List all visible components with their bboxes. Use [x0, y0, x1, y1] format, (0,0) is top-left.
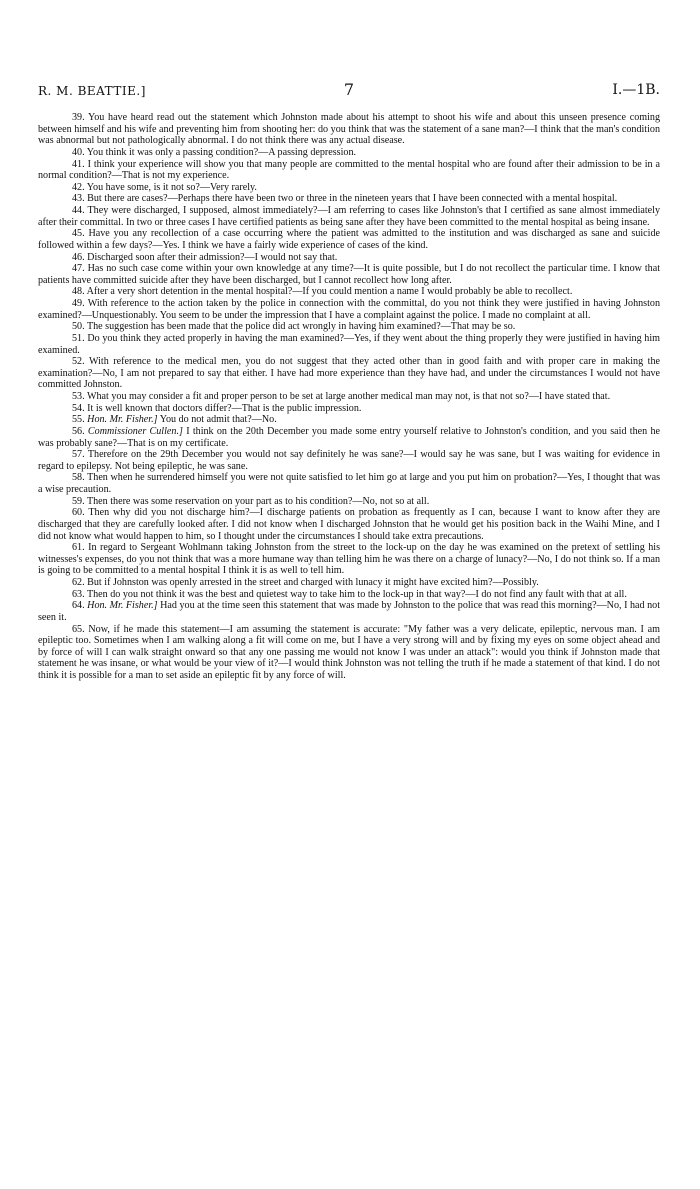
paragraph-text: What you may consider a fit and proper person to be set at large another medical man may not, is that not so?—I have stated that. [86, 391, 611, 402]
testimony-paragraph [38, 414, 660, 426]
paragraph-text: After a very short detention in the mental hospital?—If you could mention a name I would probably be able to recollect. [86, 286, 573, 298]
testimony-paragraph [38, 589, 660, 601]
paragraph-text: Has no such case come within your own knowledge at any time?—It is quite possible, but I do not recollect the particular time. I know that patients have committed suicide after they have been discharged, but I cannot recollect how long after. [38, 263, 660, 286]
testimony-paragraph [38, 333, 660, 356]
question-number: 44. [72, 205, 85, 216]
question-number: 63. [72, 588, 85, 600]
testimony-paragraph [38, 507, 660, 542]
paragraph-text: Then do you not think it was the best and quietest way to take him to the lock-up in that way?—I do not find any fault with that at all. [86, 588, 627, 600]
testimony-paragraph [38, 391, 660, 403]
paragraph-text: Therefore on the 29th December you would not say definitely he was sane?—I would say he was sane, but I was waiting for evidence in regard to epilepsy. Not being epileptic, he was sane. [38, 449, 660, 472]
question-number: 61. [72, 542, 85, 554]
paragraph-text: With reference to the action taken by the police in connection with the committal, do you not think they were justified in having Johnston examined?—Unquestionably. You seem to be under the impression that I have a complaint against the police. I made no complaint at all. [38, 298, 661, 321]
paragraph-text: Then there was some reservation on your part as to his condition?—No, not so at all. [86, 495, 430, 507]
page-number: 7 [343, 80, 355, 99]
paragraph-text: The suggestion has been made that the police did act wrongly in having him examined?—That may be so. [86, 321, 516, 333]
testimony-paragraph [38, 228, 660, 251]
paragraph-text: You do not admit that?—No. [159, 414, 277, 426]
testimony-paragraph [38, 298, 660, 321]
question-number: 51. [72, 332, 85, 344]
paragraph-text: With reference to the medical men, you do not suggest that they acted other than in good faith and with proper care in making the examination?—No, I am not prepared to say that either. I have had more experience than they have had, and under the circumstances I would not have committed Johnston. [38, 356, 661, 391]
question-number: 62. [72, 577, 85, 588]
testimony-paragraph [38, 600, 660, 623]
paragraph-text: Then why did you not discharge him?—I discharge patients on probation as frequently as I can, because I want to know after they are discharged that they are carefully looked after. I did not know when I discharged Johnston that he would get his position back in the Waihi Mine, and I did not know what would happen to him, so I thought under the circumstances I should take extra precautions. [38, 507, 660, 542]
testimony-paragraph [38, 496, 660, 508]
question-number: 39. [72, 112, 85, 123]
question-number: 55. [72, 414, 85, 426]
testimony-paragraph [38, 403, 660, 415]
testimony-paragraph [38, 472, 660, 495]
question-number: 49. [72, 298, 85, 309]
paragraph-text: I think on the 20th December you made some entry yourself relative to Johnston's condition, and you said then he was probably sane?—That is on my certificate. [38, 425, 660, 449]
paragraph-text: Had you at the time seen this statement that was made by Johnston to the police that was read this morning?—No, I had not seen it. [38, 600, 660, 623]
question-number: 45. [72, 228, 85, 240]
testimony-paragraph [38, 321, 660, 333]
question-number: 40. [72, 146, 85, 158]
paragraph-text: Do you think they acted properly in having the man examined?—Yes, if they went about the thing properly they were justified in having him examined. [38, 332, 660, 356]
header-witness-name: R. M. BEATTIE.] [38, 84, 146, 98]
testimony-paragraph [38, 356, 660, 391]
speaker-label: Hon. Mr. Fisher.] [87, 414, 158, 426]
paragraph-text: Have you any recollection of a case occurring where the patient was admitted to the institution and was discharged as sane and suicide followed within a few days?—Yes. I think we have a fairly wide experience of cases of the kind. [38, 228, 660, 251]
paragraph-text: You have some, is it not so?—Very rarely. [86, 181, 257, 193]
question-number: 50. [72, 321, 85, 333]
paragraph-text: Then when he surrendered himself you were not quite satisfied to let him go at large and you put him on probation?—Yes, I thought that was a wise precaution. [38, 472, 661, 495]
paragraph-text: In regard to Sergeant Wohlmann taking Johnston from the street to the lock-up on the day he was examined on the pretext of settling his witnesses's expenses, do you not think that was a more humane way than telling him he was there on a charge of lunacy?—No, I do not think so. If a man is going to be committed to a mental hospital I think it is as well to tell him. [38, 542, 660, 577]
question-number: 56. [72, 425, 85, 437]
paragraph-text: It is well known that doctors differ?—That is the public impression. [87, 402, 362, 414]
speaker-label: Commissioner Cullen.] [87, 425, 183, 437]
page-header [38, 80, 660, 102]
testimony-paragraph [38, 112, 660, 147]
testimony-paragraph [38, 159, 660, 182]
question-number: 46. [72, 251, 85, 263]
paragraph-text: You have heard read out the statement which Johnston made about his attempt to shoot his wife and about this unseen presence coming between himself and his wife and preventing him from shooting her: do you think that was the statement of a sane man?—I think that the man's condition was abnormal but not pathologically abnormal. I do not think there was any actual disease. [38, 112, 660, 147]
testimony-paragraph [38, 426, 660, 449]
question-number: 58. [72, 472, 85, 484]
testimony-paragraph [38, 286, 660, 298]
paragraph-text: You think it was only a passing condition?—A passing depression. [86, 146, 357, 158]
question-number: 53. [72, 391, 85, 402]
question-number: 54. [72, 402, 85, 414]
question-number: 60. [72, 507, 85, 519]
testimony-paragraph [38, 624, 660, 682]
testimony-paragraph [38, 542, 660, 577]
testimony-paragraph [38, 205, 660, 228]
testimony-paragraph [38, 147, 660, 159]
paragraph-text: Now, if he made this statement—I am assuming the statement is accurate: "My father was a very delicate, epileptic, nervous man. I am epileptic too. Sometimes when I am walking along a fit will come on me, but I have a very strong will and by fixing my eyes on some object ahead and by force of will I can walk straight onward so that any one passing me would not know I was under an attack": would you think if Johnston made that statement he was insane, or what would be your view of it?—I would think Johnston was not telling the truth if he made a statement of that kind. I do not think it is possible for a man to set aside an epileptic fit by any force of will. [38, 623, 660, 681]
testimony-paragraph [38, 252, 660, 264]
testimony-paragraph [38, 193, 660, 205]
question-number: 42. [72, 181, 85, 193]
paragraph-text: I think your experience will show you that many people are committed to the mental hospital who are found after their admission to be in a normal condition?—That is not my experience. [38, 158, 661, 182]
question-number: 47. [72, 263, 85, 275]
paragraph-text: They were discharged, I supposed, almost immediately?—I am referring to cases like Johnston's that I certified as sane almost immediately after their committal. In two or three cases I have certified patients as being sane after they have been committed to the mental hospital as being insane. [38, 205, 660, 228]
testimony-paragraph [38, 182, 660, 194]
testimony-paragraph [38, 577, 660, 589]
speaker-label: Hon. Mr. Fisher.] [87, 600, 158, 612]
question-number: 48. [72, 286, 85, 298]
question-number: 52. [72, 356, 85, 368]
question-number: 43. [72, 193, 85, 205]
testimony-paragraph [38, 263, 660, 286]
question-number: 59. [72, 495, 85, 507]
question-number: 41. [72, 158, 85, 170]
question-number: 65. [72, 623, 85, 635]
paragraph-text: Discharged soon after their admission?—I would not say that. [87, 251, 338, 263]
testimony-body [38, 112, 660, 682]
paragraph-text: But if Johnston was openly arrested in the street and charged with lunacy it might have excited him?—Possibly. [87, 577, 539, 588]
paper-reference: I.—1B. [612, 82, 660, 98]
question-number: 57. [72, 449, 85, 461]
question-number: 64. [72, 600, 85, 612]
paragraph-text: But there are cases?—Perhaps there have been two or three in the nineteen years that I have been connected with a mental hospital. [87, 193, 618, 205]
testimony-paragraph [38, 449, 660, 472]
